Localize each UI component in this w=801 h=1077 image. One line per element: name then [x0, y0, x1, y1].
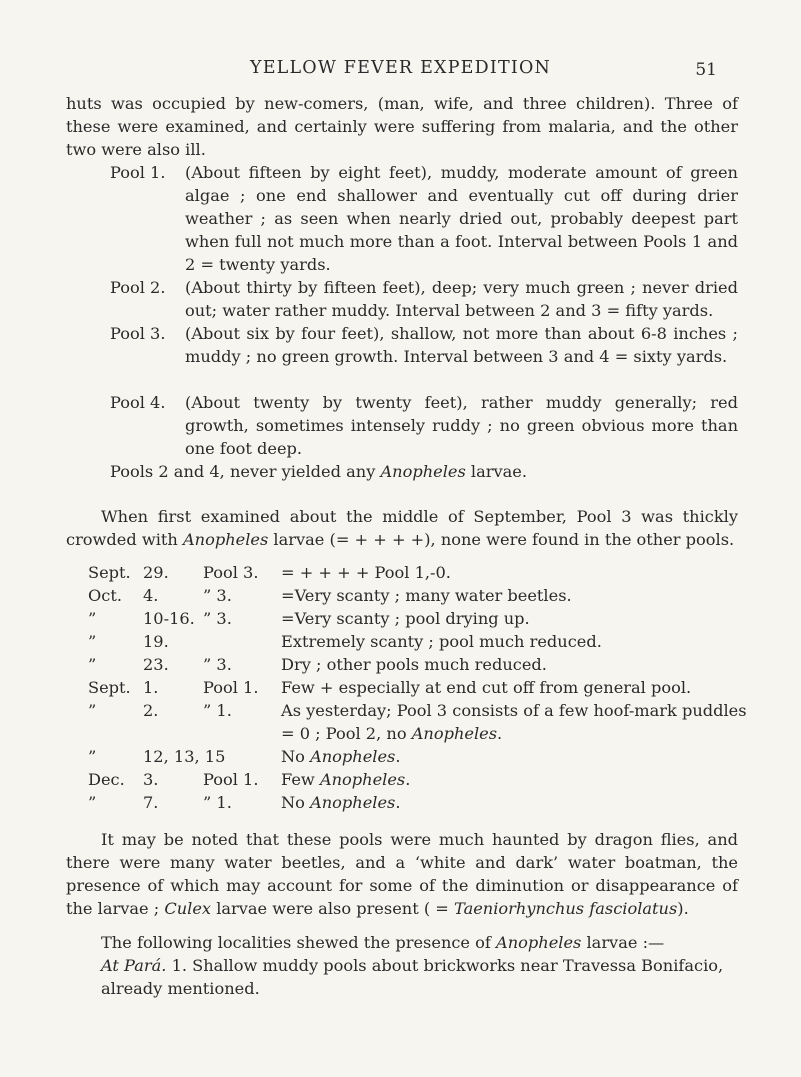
pool-description: (About fifteen by eight feet), muddy, moderate amount of green algae ; one end shallower and eventually cut off during drier weather ; as seen when nearly dried out, probably deepest part when full not much more than a foot. Interval between Pools 1 and 2 = twenty yards.	[185, 163, 738, 274]
pool-entry-1	[110, 161, 738, 276]
pool-label: Pool 3.	[110, 324, 166, 343]
species-name: Anopheles	[411, 724, 498, 743]
species-name: Anopheles	[182, 530, 269, 549]
pool-entry-4	[110, 391, 738, 460]
species-name: Anopheles	[310, 793, 396, 812]
locality-entry: At Pará. 1. Shallow muddy pools about brickworks near Travessa Bonifacio, already mentioned.	[101, 956, 724, 998]
log-row: Dec. 3. Pool 1. Few Anopheles.	[88, 770, 411, 789]
log-row: Sept. 1. Pool 1. Few + especially at end cut off from general pool.	[88, 678, 692, 697]
pool-entry-2	[110, 276, 738, 322]
running-title: YELLOW FEVER EXPEDITION	[249, 58, 552, 78]
pool-label: Pool 2.	[110, 278, 166, 297]
pools-note: Pools 2 and 4, never yielded any Anopheles larvae.	[110, 462, 528, 481]
log-row: Sept. 29. Pool 3. = + + + + Pool 1,-0.	[88, 563, 451, 582]
species-name: Anopheles	[310, 747, 396, 766]
page-number: 51	[695, 60, 717, 80]
pool-label: Pool 4.	[110, 393, 166, 412]
noted-paragraph: It may be noted that these pools were much haunted by dragon flies, and there were many water beetles, and a ‘white and dark’ water boatman, the presence of which may account for some of the diminution or disappearance of the larvae ; Culex larvae were also present ( = Taeniorhynchus fasciolatus).	[66, 830, 738, 918]
pool-entry-3	[110, 322, 738, 368]
species-name: Taeniorhynchus fasciolatus	[454, 899, 678, 918]
observation-log	[88, 561, 748, 814]
examined-paragraph: When first examined about the middle of September, Pool 3 was thickly crowded with Anopheles larvae (= + + + +), none were found in the other pools.	[66, 507, 738, 549]
pool-label: Pool 1.	[110, 163, 166, 182]
species-name: Anopheles	[319, 770, 406, 789]
log-row: ” 19. Extremely scanty ; pool much reduced.	[88, 632, 602, 651]
log-row: ” 23. ” 3. Dry ; other pools much reduced.	[88, 655, 547, 674]
intro-paragraph: huts was occupied by new-comers, (man, wife, and three children). Three of these were examined, and certainly were suffering from malaria, and the other two were also ill.	[66, 94, 738, 159]
log-row: Oct. 4. ” 3. =Very scanty ; many water beetles.	[88, 586, 572, 605]
pool-description: (About six by four feet), shallow, not more than about 6-8 inches ; muddy ; no green growth. Interval between 3 and 4 = sixty yards.	[185, 324, 738, 366]
log-row: ” 2. ” 1. As yesterday; Pool 3 consists of a few hoof-mark puddles = 0 ; Pool 2, no Anopheles.	[88, 701, 747, 743]
log-row: ” 10-16. ” 3. =Very scanty ; pool drying up.	[88, 609, 530, 628]
log-row: ” 12, 13, 15 No Anopheles.	[88, 747, 401, 766]
genus-name: Culex	[164, 899, 212, 918]
log-row: ” 7. ” 1. No Anopheles.	[88, 793, 401, 812]
pool-description: (About twenty by twenty feet), rather muddy generally; red growth, sometimes intensely ruddy ; no green obvious more than one foot deep.	[185, 393, 738, 458]
pool-description: (About thirty by fifteen feet), deep; very much green ; never dried out; water rather muddy. Interval between 2 and 3 = fifty yards.	[185, 278, 738, 320]
running-head	[0, 58, 801, 84]
place-name: At Pará.	[101, 956, 167, 975]
localities-paragraph: The following localities shewed the presence of Anopheles larvae :—	[101, 933, 665, 952]
species-name: Anopheles	[496, 933, 582, 952]
species-name: Anopheles	[380, 462, 466, 481]
